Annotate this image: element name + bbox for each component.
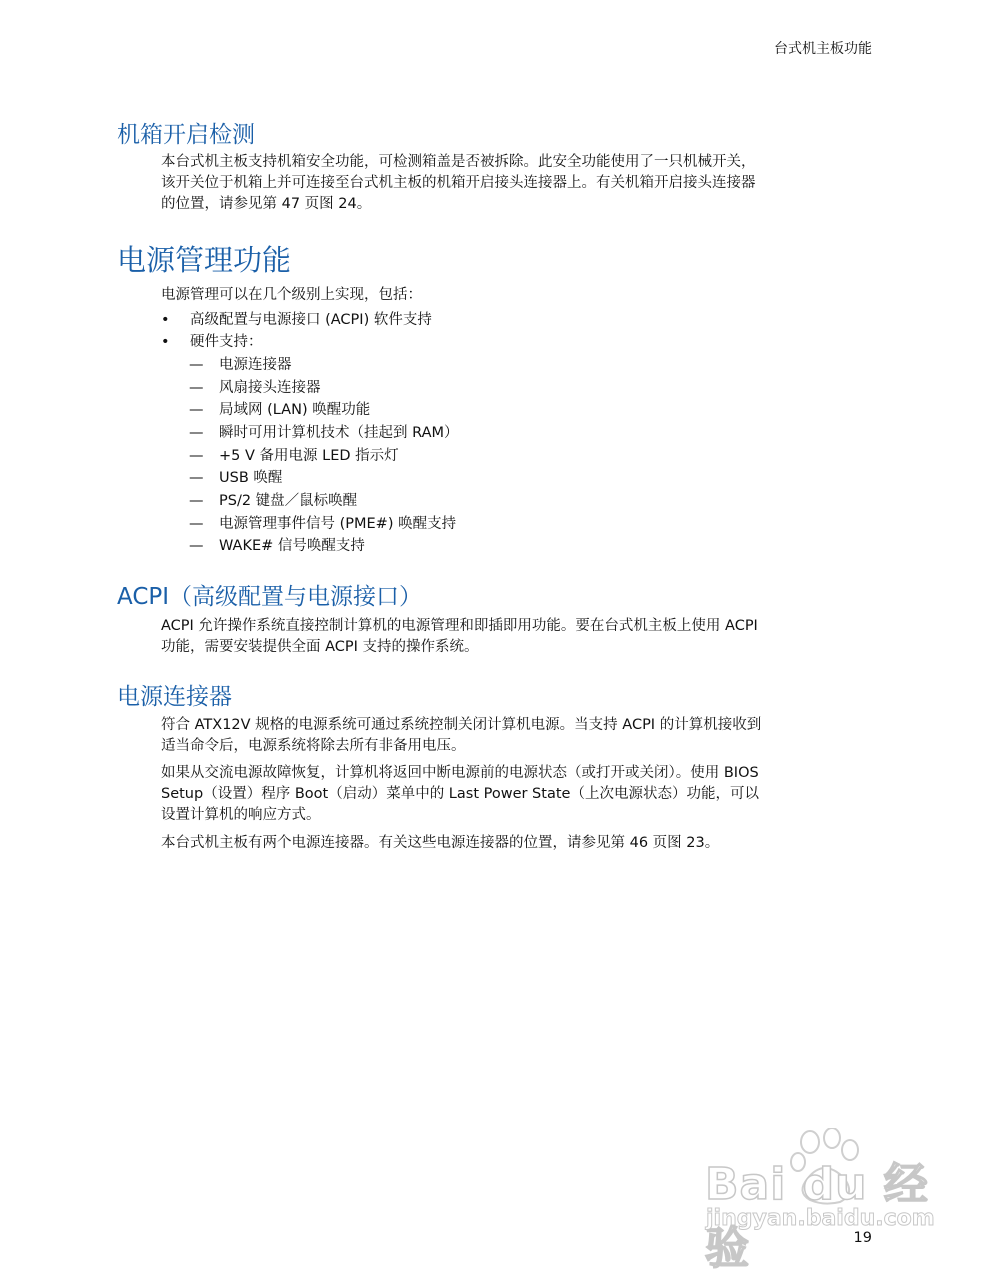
bullet-text: 高级配置与电源接口 (ACPI) 软件支持 — [190, 312, 432, 328]
sub-item-text: 电源连接器 — [219, 357, 292, 373]
bullet-icon: • — [161, 334, 170, 350]
paragraph-line: 适当命令后，电源系统将除去所有非备用电压。 — [161, 738, 466, 754]
watermark-url: jingyan.baidu.com — [706, 1206, 935, 1231]
dash-icon: — — [189, 448, 204, 464]
section-title-power-connector: 电源连接器 — [117, 684, 232, 710]
dash-icon: — — [189, 357, 204, 373]
bullet-text: 硬件支持： — [190, 334, 263, 350]
dash-icon: — — [189, 493, 204, 509]
paragraph-line: 设置计算机的响应方式。 — [161, 807, 321, 823]
page-number: 19 — [853, 1230, 872, 1246]
power-mgmt-intro: 电源管理可以在几个级别上实现，包括： — [161, 287, 422, 303]
power-connector-paragraph-2 — [161, 763, 861, 826]
chassis-line: 的位置，请参见第 47 页图 24。 — [161, 196, 372, 212]
chassis-line: 本台式机主板支持机箱安全功能，可检测箱盖是否被拆除。此安全功能使用了一只机械开关， — [161, 154, 756, 170]
paragraph-line: 符合 ATX12V 规格的电源系统可通过系统控制关闭计算机电源。当支持 ACPI 的计算机接收到 — [161, 717, 762, 733]
paragraph-line: Setup（设置）程序 Boot（启动）菜单中的 Last Power State（上次电源状态）功能，可以 — [161, 786, 759, 802]
dash-icon: — — [189, 516, 204, 532]
bullet-icon: • — [161, 312, 170, 328]
section-title-power-management: 电源管理功能 — [117, 243, 292, 277]
chassis-line: 该开关位于机箱上并可连接至台式机主板的机箱开启接头连接器上。有关机箱开启接头连接器 — [161, 175, 756, 191]
baidu-watermark — [700, 1128, 940, 1274]
sub-item-text: WAKE# 信号唤醒支持 — [219, 538, 365, 554]
dash-icon: — — [189, 380, 204, 396]
sub-item-text: USB 唤醒 — [219, 470, 283, 486]
dash-icon: — — [189, 425, 204, 441]
paragraph-line: 如果从交流电源故障恢复，计算机将返回中断电源前的电源状态（或打开或关闭）。使用 BIOS — [161, 765, 759, 781]
sub-item-text: 瞬时可用计算机技术（挂起到 RAM） — [219, 425, 459, 441]
sub-item-text: 局域网 (LAN) 唤醒功能 — [219, 402, 371, 418]
sub-item-text: 风扇接头连接器 — [219, 380, 321, 396]
dash-icon: — — [189, 538, 204, 554]
running-header: 台式机主板功能 — [774, 41, 872, 57]
sub-item-text: 电源管理事件信号 (PME#) 唤醒支持 — [219, 516, 457, 532]
dash-icon: — — [189, 470, 204, 486]
dash-icon: — — [189, 402, 204, 418]
section-title-chassis: 机箱开启检测 — [117, 122, 255, 148]
acpi-line: 功能，需要安装提供全面 ACPI 支持的操作系统。 — [161, 639, 479, 655]
sub-item-text: PS/2 键盘／鼠标唤醒 — [219, 493, 358, 509]
acpi-paragraph — [161, 616, 861, 658]
power-connector-paragraph-3: 本台式机主板有两个电源连接器。有关这些电源连接器的位置，请参见第 46 页图 23。 — [161, 835, 720, 851]
power-connector-paragraph-1 — [161, 715, 861, 757]
section-title-acpi: ACPI（高级配置与电源接口） — [117, 584, 423, 610]
chassis-paragraph — [161, 152, 861, 215]
acpi-line: ACPI 允许操作系统直接控制计算机的电源管理和即插即用功能。要在台式机主板上使用 ACPI — [161, 618, 758, 634]
sub-item-text: +5 V 备用电源 LED 指示灯 — [219, 448, 399, 464]
watermark-brand: Bai du 经验 — [705, 1159, 929, 1274]
